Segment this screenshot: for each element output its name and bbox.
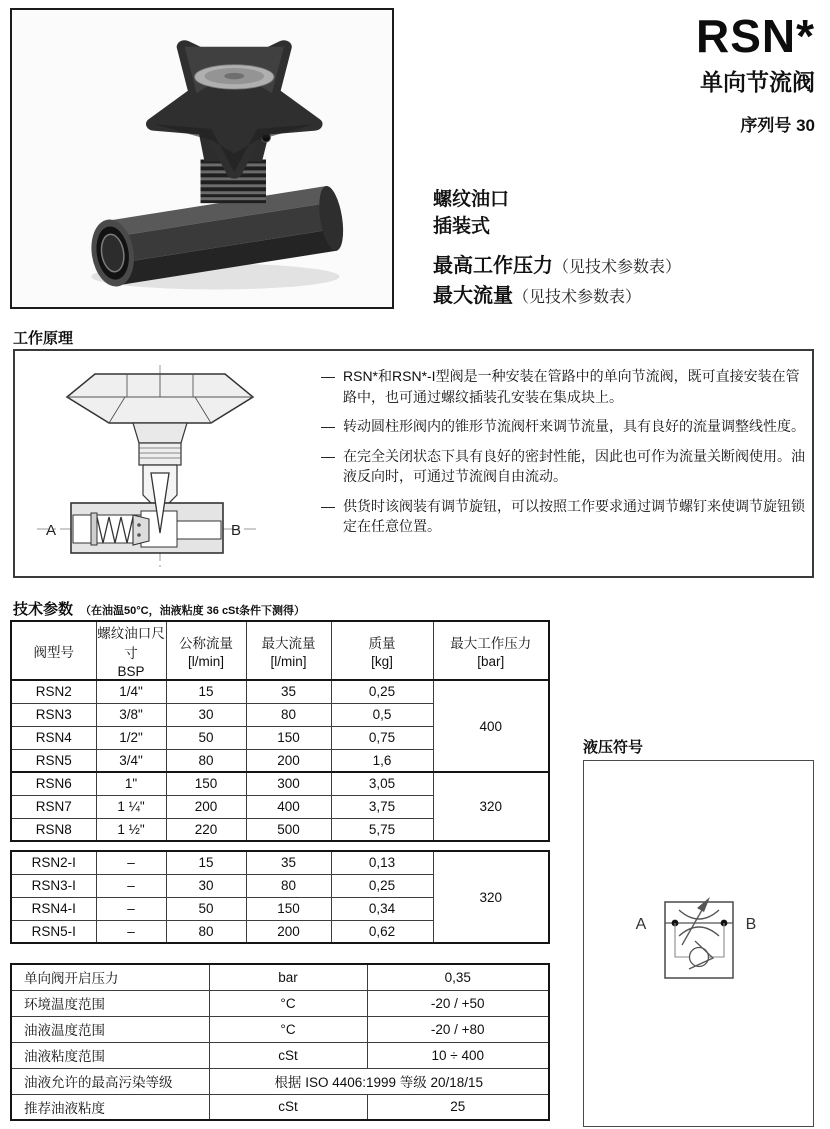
bullet-dash: — [321, 497, 335, 514]
bullet-text: 转动圆柱形阀内的锥形节流阀杆来调节流量，具有良好的流量调整线性度。 [343, 418, 805, 434]
cell-nominal-flow: 50 [166, 726, 246, 749]
cell-max-pressure: 320 [433, 851, 549, 943]
principle-bullet [321, 416, 813, 437]
table-row [11, 1068, 549, 1094]
cell-unit: bar [209, 964, 367, 990]
header-line2: [l/min] [187, 654, 224, 669]
header-line1: 螺纹油口尺寸 [97, 626, 165, 661]
cell-parameter-label: 油液粘度范围 [11, 1042, 209, 1068]
feature-cartridge: 插装式 [433, 216, 491, 237]
cell-max-flow: 35 [246, 851, 331, 874]
bullet-text: RSN*和RSN*-I型阀是一种安装在管路中的单向节流阀，既可直接安装在管路中，也可通过螺纹插装孔安装在集成块上。 [343, 368, 800, 405]
insert-spec-table [10, 850, 550, 944]
column-header [96, 621, 166, 680]
cell-model: RSN3-I [11, 874, 96, 897]
cell-weight: 0,62 [331, 920, 433, 943]
working-principle-title: 工作原理 [13, 330, 74, 347]
cell-weight: 1,6 [331, 749, 433, 772]
column-header [11, 621, 96, 680]
working-principle-bullets [321, 366, 813, 546]
cell-model: RSN4-I [11, 897, 96, 920]
valve-photo-illustration [12, 10, 392, 307]
working-principle-box [13, 349, 814, 578]
header-line1: 公称流量 [179, 636, 233, 651]
cell-parameter-label: 环境温度范围 [11, 990, 209, 1016]
cell-max-flow: 200 [246, 749, 331, 772]
cell-model: RSN2 [11, 680, 96, 703]
cell-bsp-size: 1 ¼" [96, 795, 166, 818]
cell-nominal-flow: 80 [166, 920, 246, 943]
spec-label: 最大流量 [433, 285, 513, 307]
cell-weight: 3,05 [331, 772, 433, 795]
cell-model: RSN5-I [11, 920, 96, 943]
feature-block [433, 186, 509, 240]
cell-bsp-size: – [96, 851, 166, 874]
title-block [696, 12, 815, 136]
spec-note: （见技术参数表） [513, 289, 642, 306]
cell-unit: °C [209, 990, 367, 1016]
cell-nominal-flow: 15 [166, 680, 246, 703]
conditions-table [10, 963, 550, 1121]
bullet-dash: — [321, 447, 335, 464]
cell-bsp-size: 1" [96, 772, 166, 795]
cell-parameter-label: 油液允许的最高污染等级 [11, 1068, 209, 1094]
cell-model: RSN4 [11, 726, 96, 749]
cell-model: RSN8 [11, 818, 96, 841]
cell-value: -20 / +80 [367, 1016, 549, 1042]
cell-max-flow: 80 [246, 874, 331, 897]
cell-max-flow: 150 [246, 726, 331, 749]
table-row [11, 772, 549, 795]
cell-weight: 0,34 [331, 897, 433, 920]
cell-bsp-size: 1/4" [96, 680, 166, 703]
hydraulic-symbol-title: 液压符号 [583, 739, 644, 756]
cell-model: RSN6 [11, 772, 96, 795]
cell-unit: cSt [209, 1094, 367, 1120]
cell-bsp-size: 3/4" [96, 749, 166, 772]
cell-max-flow: 150 [246, 897, 331, 920]
cell-nominal-flow: 200 [166, 795, 246, 818]
spec-note: （见技术参数表） [553, 259, 682, 276]
table-row [11, 964, 549, 990]
cell-weight: 0,5 [331, 703, 433, 726]
cell-max-pressure: 400 [433, 680, 549, 772]
bullet-dash: — [321, 368, 335, 384]
cell-bsp-size: 1/2" [96, 726, 166, 749]
cell-max-flow: 200 [246, 920, 331, 943]
cell-model: RSN3 [11, 703, 96, 726]
port-b-label: B [230, 522, 242, 539]
header-line1: 质量 [368, 636, 396, 651]
cell-model: RSN7 [11, 795, 96, 818]
cell-nominal-flow: 80 [166, 749, 246, 772]
cell-unit: cSt [209, 1042, 367, 1068]
bullet-text: 在完全关闭状态下具有良好的密封性能，因此也可作为流量关断阀使用。油液反向时，可通过节流阀自由流动。 [343, 447, 805, 484]
cell-value: 10 ÷ 400 [367, 1042, 549, 1068]
header-line1: 最大工作压力 [450, 636, 532, 651]
cell-value: 0,35 [367, 964, 549, 990]
tech-params-condition-note: （在油温50°C，油液粘度 36 cSt条件下测得） [80, 605, 306, 617]
valve-cross-section-diagram [15, 355, 285, 573]
cell-bsp-size: 3/8" [96, 703, 166, 726]
cell-nominal-flow: 30 [166, 874, 246, 897]
main-spec-table [10, 620, 550, 842]
cell-nominal-flow: 220 [166, 818, 246, 841]
tech-params-title [13, 598, 305, 619]
product-name: 单向节流阀 [700, 69, 815, 96]
product-photo [10, 8, 394, 309]
cell-parameter-label: 推荐油液粘度 [11, 1094, 209, 1120]
cell-weight: 3,75 [331, 795, 433, 818]
spec-max-flow [433, 282, 681, 312]
cell-weight: 0,25 [331, 874, 433, 897]
column-header [331, 621, 433, 680]
spec-max-pressure [433, 252, 681, 282]
cell-nominal-flow: 30 [166, 703, 246, 726]
cell-parameter-label: 油液温度范围 [11, 1016, 209, 1042]
cell-max-flow: 80 [246, 703, 331, 726]
cell-max-flow: 400 [246, 795, 331, 818]
header-line1: 阀型号 [33, 644, 74, 660]
hydraulic-symbol-box [583, 760, 814, 1127]
cell-max-flow: 500 [246, 818, 331, 841]
cell-nominal-flow: 150 [166, 772, 246, 795]
cell-weight: 0,13 [331, 851, 433, 874]
cell-value: -20 / +50 [367, 990, 549, 1016]
header-row [11, 621, 549, 680]
column-header [246, 621, 331, 680]
principle-bullet [321, 366, 813, 407]
header-line2: [kg] [371, 654, 393, 669]
cell-bsp-size: – [96, 920, 166, 943]
bullet-text: 供货时该阀装有调节旋钮，可以按照工作要求通过调节螺钉来使调节旋钮锁定在任意位置。 [343, 497, 805, 534]
table-row [11, 851, 549, 874]
spec-block [433, 252, 681, 312]
cell-bsp-size: 1 ½" [96, 818, 166, 841]
cell-weight: 0,25 [331, 680, 433, 703]
symbol-port-a-label: A [635, 916, 647, 933]
header-line2: BSP [117, 664, 145, 679]
cell-max-flow: 300 [246, 772, 331, 795]
table-row [11, 1016, 549, 1042]
header-line2: [l/min] [270, 654, 307, 669]
cell-value: 25 [367, 1094, 549, 1120]
spec-label: 最高工作压力 [433, 255, 553, 277]
column-header [166, 621, 246, 680]
symbol-port-b-label: B [745, 916, 757, 933]
tech-params-title-text: 技术参数 [13, 601, 74, 618]
feature-ports: 螺纹油口 [433, 189, 510, 210]
cell-weight: 5,75 [331, 818, 433, 841]
hydraulic-symbol-diagram [584, 761, 813, 1126]
page-title: RSN* [695, 10, 815, 62]
column-header [433, 621, 549, 680]
cell-parameter-label: 单向阀开启压力 [11, 964, 209, 990]
header-line1: 最大流量 [261, 636, 316, 651]
table-row [11, 1042, 549, 1068]
cell-model: RSN2-I [11, 851, 96, 874]
cell-bsp-size: – [96, 874, 166, 897]
cell-unit: °C [209, 1016, 367, 1042]
cell-bsp-size: – [96, 897, 166, 920]
header-line2: [bar] [477, 654, 505, 669]
cell-model: RSN5 [11, 749, 96, 772]
port-a-label: A [45, 522, 57, 539]
table-row [11, 680, 549, 703]
cell-max-pressure: 320 [433, 772, 549, 841]
bullet-dash: — [321, 418, 335, 434]
table-row [11, 990, 549, 1016]
principle-bullet [321, 496, 813, 537]
cell-nominal-flow: 15 [166, 851, 246, 874]
table-row [11, 1094, 549, 1120]
cell-max-flow: 35 [246, 680, 331, 703]
cell-weight: 0,75 [331, 726, 433, 749]
cell-merged-value: 根据 ISO 4406:1999 等级 20/18/15 [209, 1068, 549, 1094]
series-number: 序列号 30 [740, 116, 815, 136]
cell-nominal-flow: 50 [166, 897, 246, 920]
principle-bullet [321, 446, 813, 487]
